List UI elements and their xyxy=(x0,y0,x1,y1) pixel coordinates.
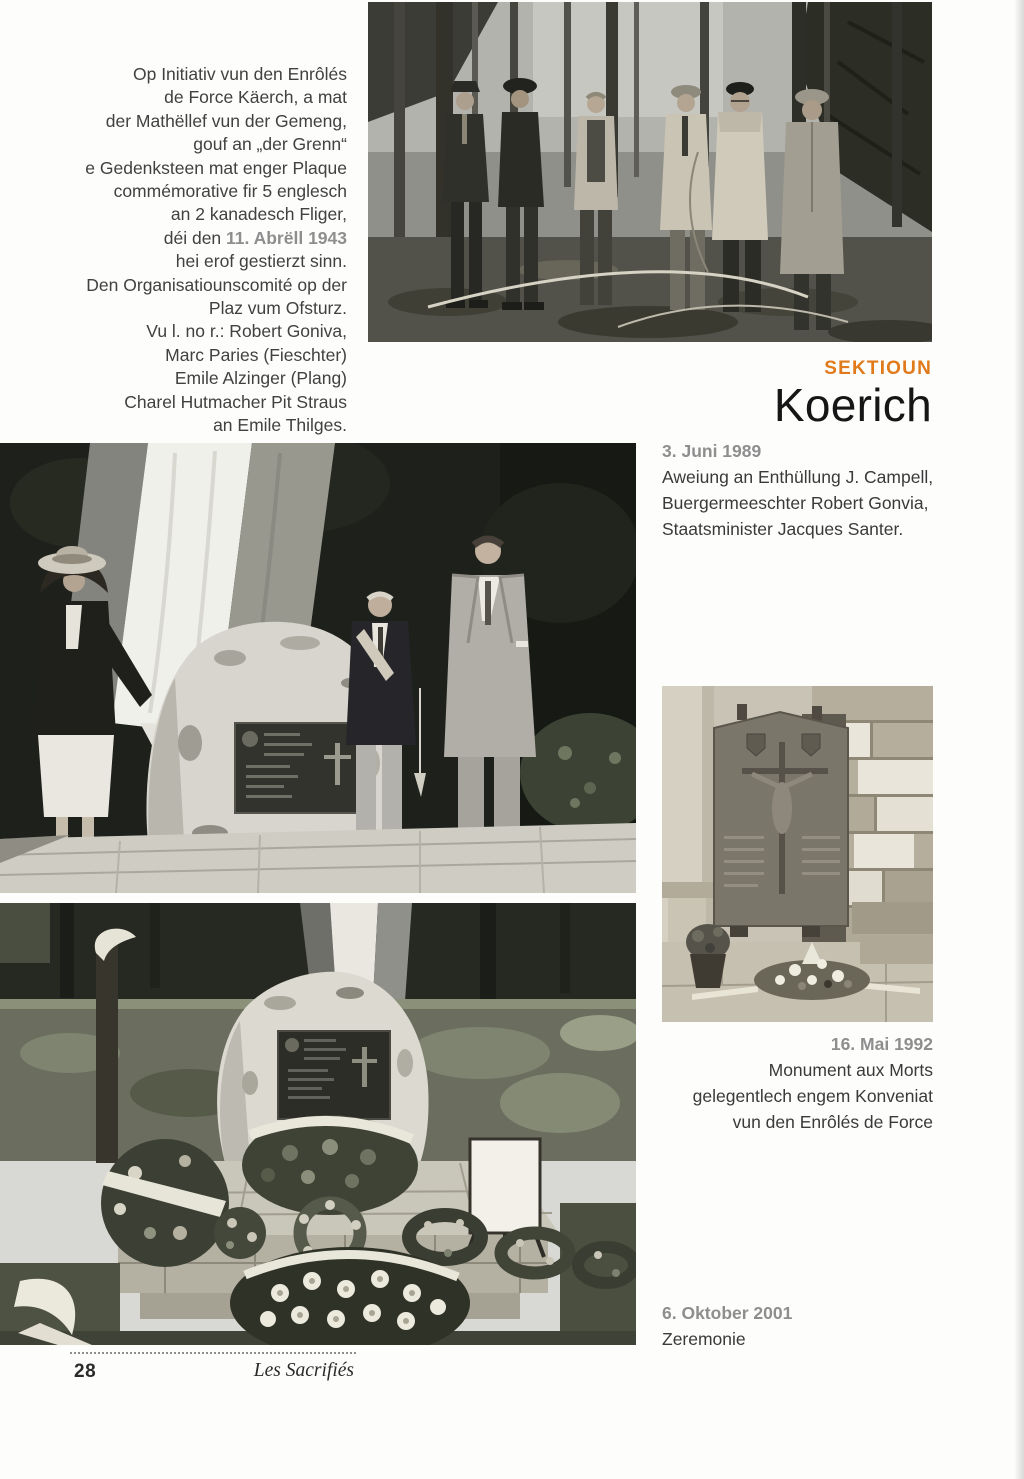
section-title: Koerich xyxy=(773,379,932,431)
plaque-photo-illustration xyxy=(662,686,933,1022)
caption-ceremony xyxy=(662,1300,952,1352)
crash-date: 11. Abrëll 1943 xyxy=(226,227,347,248)
intro-line: de Force Käerch, a mat xyxy=(164,87,347,108)
intro-line: commémorative fir 5 englesch xyxy=(113,181,347,202)
large-wreath-left xyxy=(101,1139,229,1267)
page-number: 28 xyxy=(74,1361,97,1382)
section-kicker: SEKTIOUN xyxy=(824,358,932,379)
photo-unveiling-ceremony xyxy=(0,443,636,893)
intro-line: Plaz vum Ofsturz. xyxy=(208,298,347,319)
bronze-plaque xyxy=(278,1031,390,1119)
caption-line: Zeremonie xyxy=(662,1329,746,1349)
caption-monument xyxy=(648,1031,933,1135)
scan-edge-shadow xyxy=(1014,0,1024,1479)
caption-line: Staatsminister Jacques Santer. xyxy=(662,519,904,539)
wreaths-photo-illustration xyxy=(0,903,636,1345)
intro-line: Marc Paries (Fieschter) xyxy=(165,344,347,365)
page-footer xyxy=(70,1352,356,1390)
intro-line-crash-date xyxy=(0,227,347,250)
caption-date: 3. Juni 1989 xyxy=(662,441,762,461)
intro-line: gouf an „der Grenn“ xyxy=(193,134,347,155)
intro-line: Den Organisatiounscomité op der xyxy=(86,274,347,295)
intro-line: Op Initiativ vun den Enrôlés xyxy=(132,64,347,84)
caption-line: Monument aux Morts xyxy=(768,1060,933,1080)
bronze-memorial-plaque xyxy=(714,704,848,937)
intro-line: Vu l. no r.: Robert Goniva, xyxy=(146,321,347,342)
caption-unveiling xyxy=(662,438,952,542)
book-title: Les Sacrifiés xyxy=(253,1360,354,1381)
intro-line: Charel Hutmacher Pit Straus xyxy=(124,391,347,412)
forest-photo-illustration xyxy=(368,2,932,342)
section-header xyxy=(774,358,932,429)
intro-line: Emile Alzinger (Plang) xyxy=(174,368,347,389)
caption-line: Buergermeeschter Robert Gonvia, xyxy=(662,493,929,513)
intro-line: hei erof gestierzt sinn. xyxy=(175,251,347,272)
caption-line: vun den Enrôlés de Force xyxy=(732,1112,933,1132)
intro-line: e Gedenksteen mat enger Plaque xyxy=(85,157,347,178)
intro-text-block xyxy=(0,63,347,438)
crash-date-prefix: déi den xyxy=(163,227,227,248)
intro-line: der Mathëllef vun der Gemeng, xyxy=(105,110,347,131)
intro-line: an Emile Thilges. xyxy=(213,415,347,436)
caption-line: gelegentlech engem Konveniat xyxy=(692,1086,933,1106)
photo-forest-group xyxy=(368,2,932,342)
caption-date: 6. Oktober 2001 xyxy=(662,1303,793,1323)
photo-memorial-wreaths xyxy=(0,903,636,1345)
intro-line: an 2 kanadesch Fliger, xyxy=(170,204,347,225)
unveiling-photo-illustration xyxy=(0,443,636,893)
caption-line: Aweiung an Enthüllung J. Campell, xyxy=(662,467,934,487)
photo-wall-plaque xyxy=(662,686,933,1022)
caption-date: 16. Mai 1992 xyxy=(830,1034,933,1054)
bronze-plaque xyxy=(235,723,361,813)
